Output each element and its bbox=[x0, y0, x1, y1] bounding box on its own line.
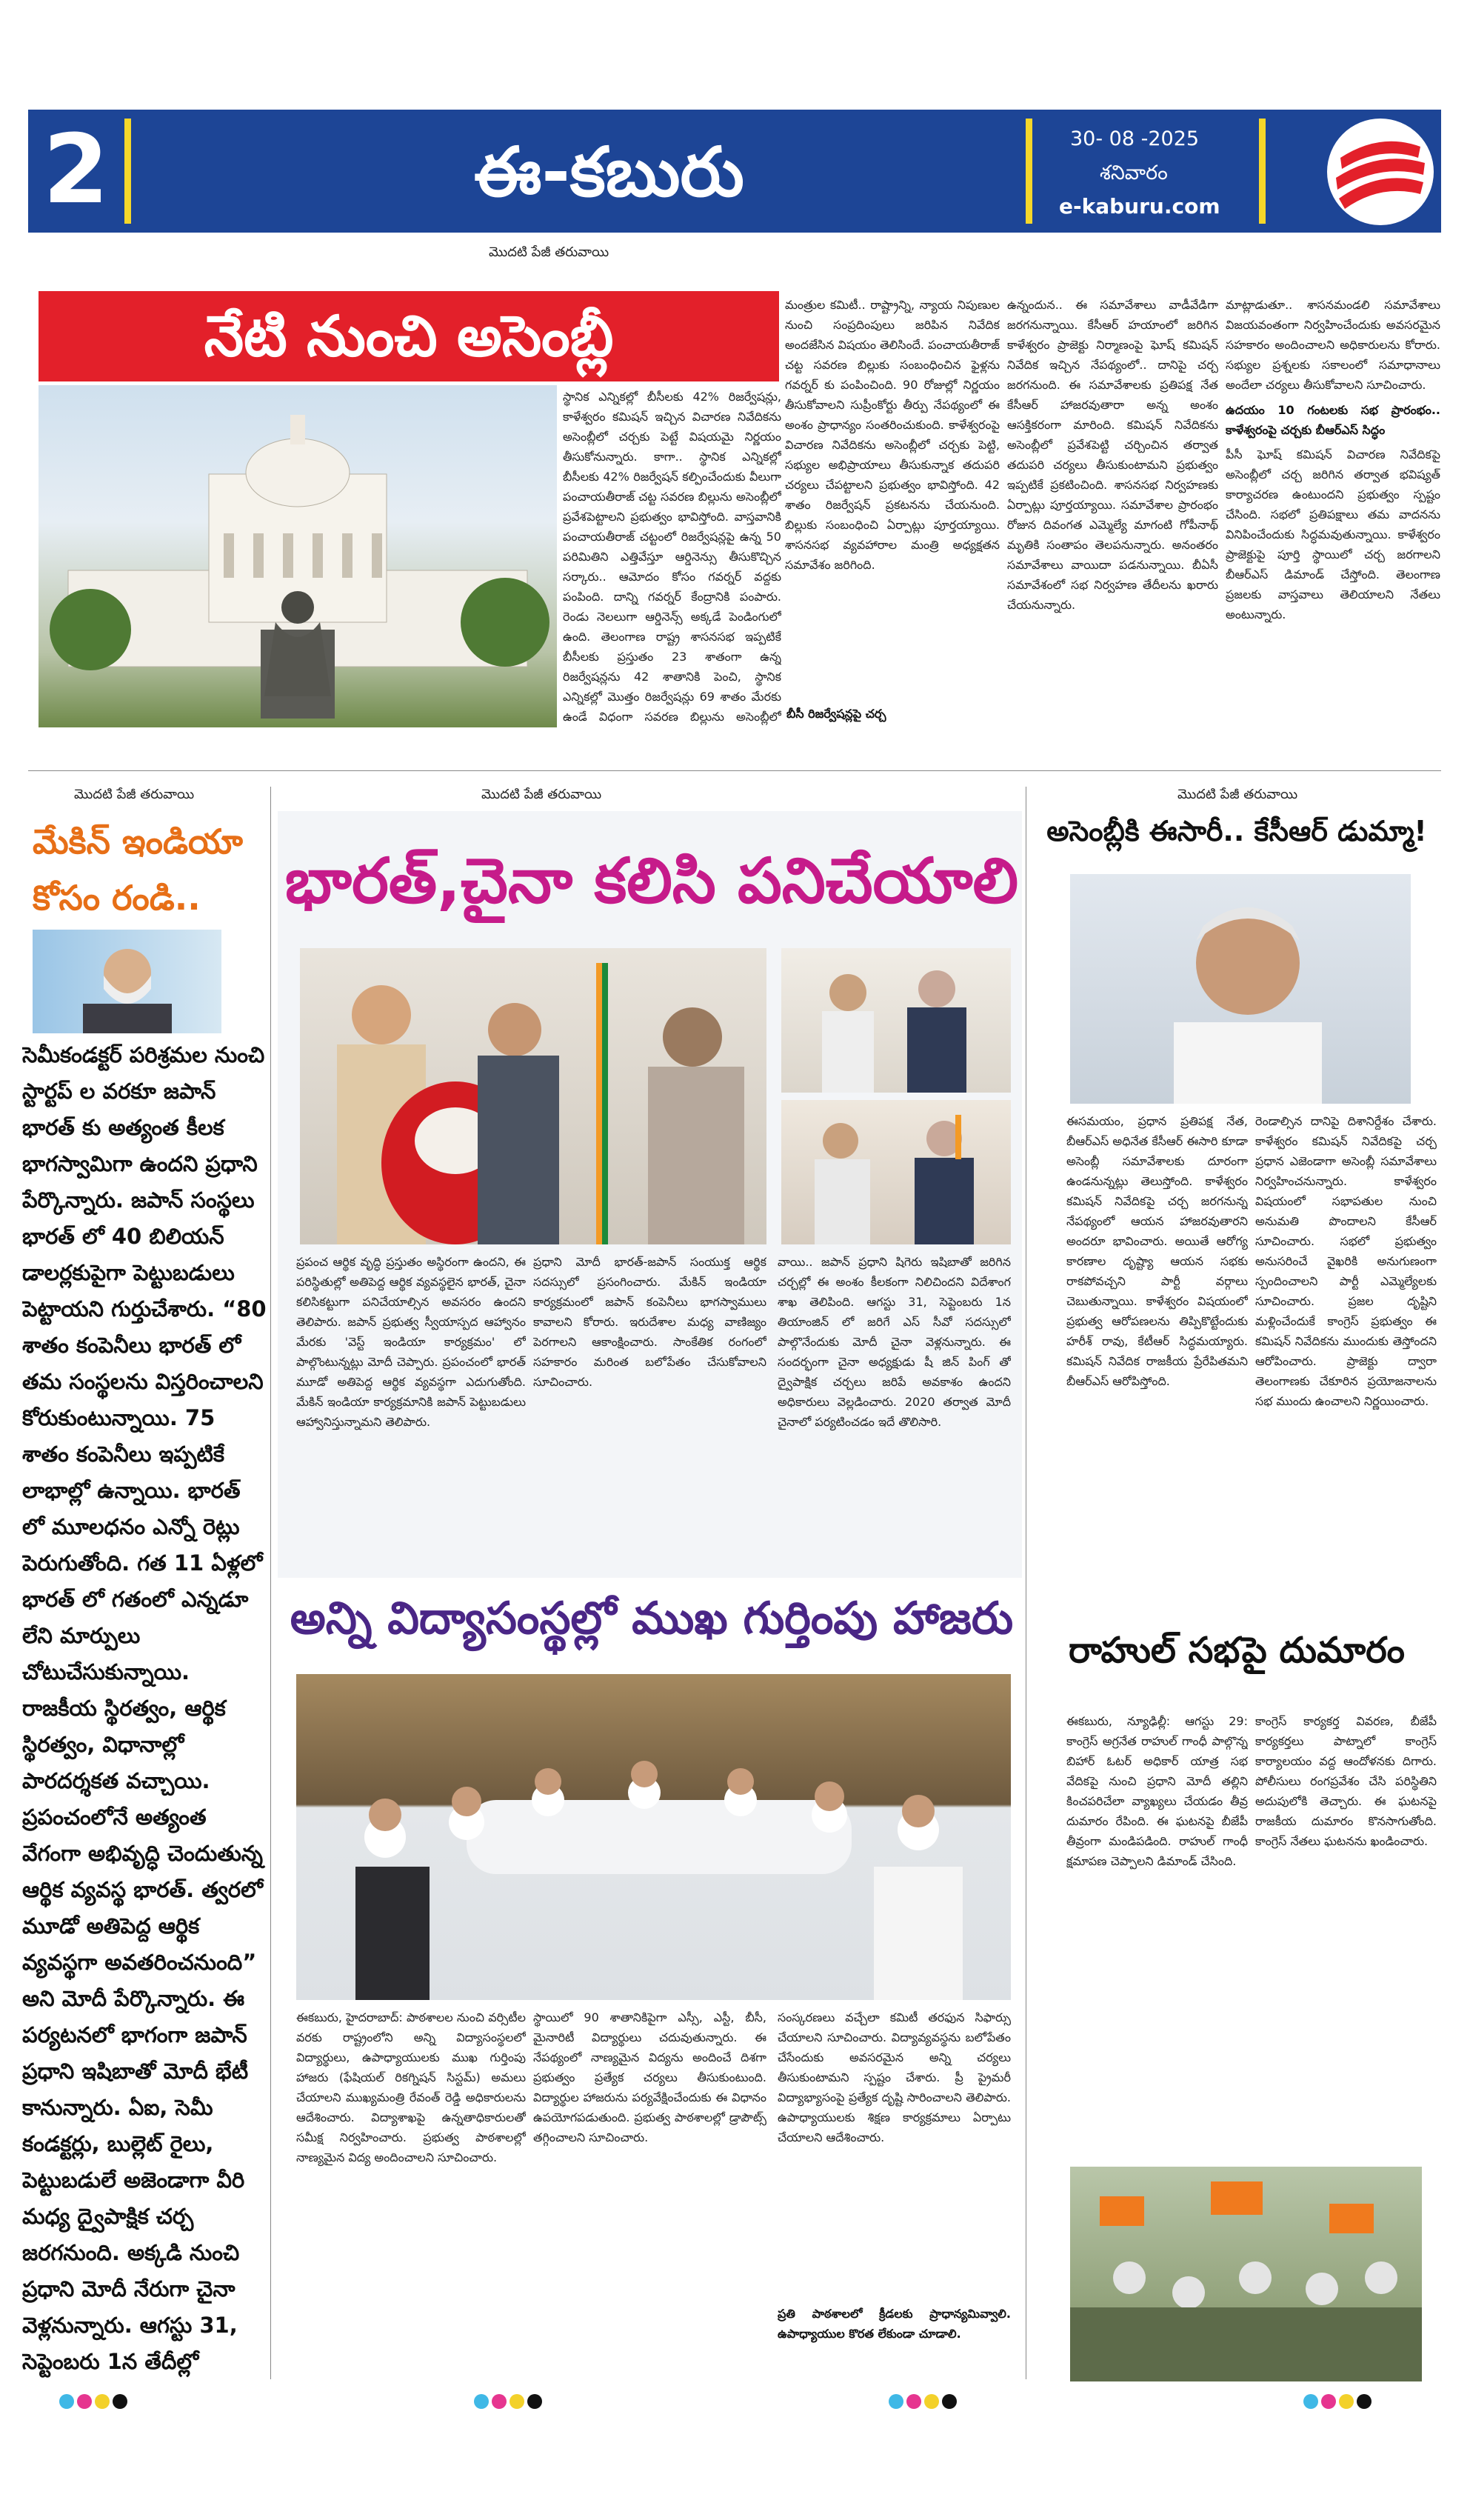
rahul-headline: రాహుల్ సభపై దుమారం bbox=[1069, 1630, 1405, 1671]
issue-day: శనివారం bbox=[1100, 161, 1168, 184]
modi-ishiba-photo-1 bbox=[781, 948, 1011, 1093]
print-registration-marks bbox=[889, 2394, 960, 2412]
assembly-headline-box bbox=[39, 291, 779, 381]
kcr-column-2: రెండాల్సిన దానిపై దిశానిర్దేశం చేశారు. కాళేశ్వరం కమిషన్ నివేదికపై చర్చ ప్రధాన ఎజెండాగా అసెంబ్లీ సమావేశాలు నిర్వహించనున్నారు. కాళేశ్వరం విషయంలో సభాపతుల నుంచి అనుమతి పొందాలని కేసీఆర్ సూచించారు. సభలో ప్రభుత్వం అనుసరించే వైఖరికి అనుగుణంగా స్పందించాలని పార్టీ ఎమ్మెల్యేలకు సూచించారు. ప్రజల దృష్టిని మళ్లించేందుకే కాంగ్రెస్ ప్రభుత్వం ఈ కమిషన్ నివేదికను ముందుకు తెస్తోందని ఆరోపించారు. ప్రాజెక్టు ద్వారా తెలంగాణకు చేకూరిన ప్రయోజనాలను సభ ముందు ఉంచాలని నిర్ణయించారు. bbox=[1255, 1114, 1437, 1408]
modi-daruma-photo bbox=[300, 948, 766, 1244]
section-rule bbox=[28, 770, 1441, 771]
assembly-column-1: స్థానిక ఎన్నికల్లో బీసీలకు 42% రిజర్వేషన్లు, కాళేశ్వరం కమిషన్ ఇచ్చిన విచారణ నివేదికను అసెంబ్లీలో చర్చకు పెట్టే విషయమై నిర్ణయం తీసుకోనున్నారు. కాగా.. స్థానిక ఎన్నికల్లో బీసీలకు 42% రిజర్వేషన్ కల్పించేందుకు వీలుగా పంచాయతీరాజ్ చట్ట సవరణ బిల్లును అసెంబ్లీలో ప్రవేశపెట్టాలని ప్రభుత్వం భావిస్తోంది. వాస్తవానికి పంచాయతీరాజ్ చట్టంలో రిజర్వేషన్లపై ఉన్న 50 పరిమితిని ఎత్తివేస్తూ ఆర్డినెన్సు తీసుకొచ్చిన సర్కారు.. ఆమోదం కోసం గవర్నర్ వద్దకు పంపింది. దాన్ని గవర్నర్ కేంద్రానికి పంపారు. రెండు నెలలుగా ఆర్డినెన్స్ అక్కడే పెండింగులో ఉంది. తెలంగాణ రాష్ట్ర శాసనసభ ఇప్పటికే బీసీలకు ప్రస్తుతం 23 శాతంగా ఉన్న రిజర్వేషన్లను 42 శాతానికి పెంచి, స్థానిక ఎన్నికల్లో మొత్తం రిజర్వేషన్లు 69 శాతం మేరకు ఉండే విధంగా సవరణ బిల్లును అసెంబ్లీలో bbox=[563, 390, 781, 724]
print-registration-marks bbox=[59, 2394, 130, 2412]
column-rule bbox=[270, 787, 271, 2379]
assembly-column-4: మాట్లాడుతూ.. శాసనమండలి సమావేశాలు విజయవంతంగా నిర్వహించేందుకు అవసరమైన సహకారం అందించాలని అధికారులను కోరారు. సభ్యుల ప్రశ్నలకు సకాలంలో సమాధానాలు అందేలా చర్యలు తీసుకోవాలని సూచించారు. bbox=[1226, 298, 1440, 392]
newspaper-brand: ఈ-కబురు bbox=[474, 133, 744, 212]
india-china-headline: భారత్,చైనా కలిసి పనిచేయాలి bbox=[284, 844, 1019, 917]
continued-label: మొదటి పేజీ తరువాయి bbox=[481, 787, 602, 802]
protest-crowd-photo bbox=[1070, 2167, 1422, 2381]
continued-label: మొదటి పేజీ తరువాయి bbox=[1177, 787, 1298, 802]
kcr-headline: అసెంబ్లీకి ఈసారీ.. కేసీఆర్ డుమ్మా! bbox=[1046, 815, 1427, 847]
kcr-column-1: ఈసమయం, ప్రధాన ప్రతిపక్ష నేత, బీఆర్ఎస్ అధినేత కేసీఆర్ ఈసారి కూడా అసెంబ్లీ సమావేశాలకు దూరంగా ఉండనున్నట్లు తెలుస్తోంది. కాళేశ్వరం కమిషన్ నివేదికపై చర్చ జరగనున్న నేపథ్యంలో ఆయన హాజరవుతారని అందరూ భావించారు. అయితే ఆరోగ్య కారణాల దృష్ట్యా ఆయన సభకు రాకపోవచ్చని పార్టీ వర్గాలు చెబుతున్నాయి. కాళేశ్వరం విషయంలో ప్రభుత్వ ఆరోపణలను తిప్పికొట్టేందుకు హరీశ్ రావు, కేటీఆర్ సిద్ధమయ్యారు. కమిషన్ నివేదిక రాజకీయ ప్రేరేపితమని బీఆర్ఎస్ ఆరోపిస్తోంది. bbox=[1066, 1114, 1248, 1388]
education-column-1: ఈకబురు, హైదరాబాద్: పాఠశాలల నుంచి వర్సిటీల వరకు రాష్ట్రంలోని అన్ని విద్యాసంస్థలలో విద్యార్థులు, ఉపాధ్యాయులకు ముఖ గుర్తింపు హాజరు (ఫేషియల్ రికగ్నిషన్ సిస్టమ్) అమలు చేయాలని ముఖ్యమంత్రి రేవంత్ రెడ్డి అధికారులను ఆదేశించారు. విద్యాశాఖపై ఉన్నతాధికారులతో సమీక్ష నిర్వహించారు. ప్రభుత్వ పాఠశాలల్లో నాణ్యమైన విద్య అందించాలని సూచించారు. bbox=[296, 2010, 526, 2164]
print-registration-marks bbox=[1303, 2394, 1374, 2412]
assembly-building-photo bbox=[39, 385, 557, 727]
page-number: 2 bbox=[43, 115, 110, 225]
kcr-portrait-photo bbox=[1070, 874, 1411, 1104]
assembly-column-2: మంత్రుల కమిటీ.. రాష్ట్రాన్ని, న్యాయ నిపుణుల నుంచి సంప్రదింపులు జరిపిన నివేదిక అందజేసిన విషయం తెలిసిందే. పంచాయతీరాజ్ చట్ట సవరణ బిల్లుకు సంబంధించిన ఫైళ్లను గవర్నర్ కు పంపించింది. 90 రోజుల్లో నిర్ణయం తీసుకోవాలని సుప్రీంకోర్టు తీర్పు నేపథ్యంలో ఈ అంశం ప్రాధాన్యం సంతరించుకుంది. కాళేశ్వరంపై విచారణ నివేదికను అసెంబ్లీలో చర్చకు పెట్టి, సభ్యుల అభిప్రాయాలు తీసుకున్నాక తదుపరి చర్యలు చేపట్టాలని ప్రభుత్వం భావిస్తోంది. 42 శాతం రిజర్వేషన్ ప్రకటనను చేయనుంది. బిల్లుకు సంబంధించి ఏర్పాట్లు పూర్తయ్యాయి. శాసనసభ వ్యవహారాల మంత్రి అధ్యక్షతన సమావేశం జరిగింది. bbox=[785, 298, 1000, 572]
print-registration-marks bbox=[474, 2394, 545, 2412]
assembly-column-5: పీసీ ఘోష్ కమిషన్ విచారణ నివేదికపై అసెంబ్లీలో చర్చ జరిగిన తర్వాత భవిష్యత్ కార్యాచరణ ఉంటుందని ప్రభుత్వం స్పష్టం చేసింది. సభలో ప్రతిపక్షాలు తమ వాదనను వినిపించేందుకు సిద్ధమవుతున్నాయి. కాళేశ్వరం ప్రాజెక్టుపై పూర్తి స్థాయిలో చర్చ జరగాలని బీఆర్ఎస్ డిమాండ్ చేస్తోంది. తెలంగాణ ప్రజలకు వాస్తవాలు తెలియాలని నేతలు అంటున్నారు. bbox=[1226, 447, 1440, 621]
education-column-2: స్థాయిలో 90 శాతానికిపైగా ఎస్సీ, ఎస్టీ, బీసీ, మైనారిటీ విద్యార్థులు చదువుతున్నారు. ఈ నేపథ్యంలో నాణ్యమైన విద్యను అందించే దిశగా ప్రభుత్వం ప్రత్యేక చర్యలు తీసుకుంటుంది. విద్యార్థుల హాజరును పర్యవేక్షించేందుకు ఈ విధానం ఉపయోగపడుతుంది. ప్రభుత్వ పాఠశాలల్లో డ్రాపౌట్స్ తగ్గించాలని సూచించారు. bbox=[533, 2010, 766, 2144]
india-china-column-1: ప్రపంచ ఆర్థిక వృద్ధి ప్రస్తుతం అస్థిరంగా ఉందని, ఈ పరిస్థితుల్లో అతిపెద్ద ఆర్థిక వ్యవస్థలైన భారత్, చైనా కలిసికట్టుగా పనిచేయాల్సిన అవసరం ఉందని తెలిపారు. జపాన్ ప్రభుత్వ స్వీయాస్పద ఆహ్వానం మేరకు 'వెస్ట్ ఇండియా కార్యక్రమం' లో పాల్గొంటున్నట్లు మోదీ చెప్పారు. ప్రపంచంలో భారత్ మూడో అతిపెద్ద ఆర్థిక వ్యవస్థగా ఎదుగుతోంది. మేకిన్ ఇండియా కార్యక్రమానికి జపాన్ పెట్టుబడులు ఆహ్వానిస్తున్నామని తెలిపారు. bbox=[296, 1255, 526, 1429]
website-link[interactable]: e-kaburu.com bbox=[1059, 194, 1220, 219]
masthead-divider bbox=[124, 119, 131, 224]
masthead-divider bbox=[1259, 119, 1266, 224]
assembly-column-3: ఉన్నందున.. ఈ సమావేశాలు వాడీవేడిగా జరగనున్నాయి. కేసీఆర్ హయాంలో జరిగిన కాళేశ్వరం ప్రాజెక్టు నిర్మాణంపై ఘోష్ కమిషన్ నివేదిక ఇచ్చిన నేపథ్యంలో.. దానిపై చర్చ జరగనుంది. ఈ సమావేశాలకు ప్రతిపక్ష నేత కేసీఆర్ హాజరవుతారా అన్న అంశం ఆసక్తికరంగా మారింది. కమిషన్ నివేదికను అసెంబ్లీలో ప్రవేశపెట్టి చర్చించిన తర్వాత తదుపరి చర్యలు తీసుకుంటామని ప్రభుత్వం ఇప్పటికే ప్రకటించింది. శాసనసభ నిర్వహణకు ఏర్పాట్లు పూర్తయ్యాయి. సమావేశాల ప్రారంభం రోజున దివంగత ఎమ్మెల్యే మాగంటి గోపీనాథ్ మృతికి సంతాపం తెలపనున్నారు. అనంతరం సమావేశాలు వాయిదా పడనున్నాయి. బీఏసీ సమావేశంలో సభ నిర్వహణ తేదీలను ఖరారు చేయనున్నారు. bbox=[1007, 298, 1218, 612]
education-meeting-photo bbox=[296, 1674, 1011, 2000]
brand-logo-icon bbox=[1326, 117, 1435, 227]
india-china-column-2: ప్రధాని మోదీ భారత్-జపాన్ సంయుక్త ఆర్థిక సదస్సులో ప్రసంగించారు. మేకిన్ ఇండియా కార్యక్రమంలో జపాన్ కంపెనీలు భాగస్వాములు కావాలని కోరారు. ఇరుదేశాల మధ్య వాణిజ్యం పెరగాలని ఆకాంక్షించారు. సాంకేతిక రంగంలో సహకారం మరింత బలోపేతం చేసుకోవాలని సూచించారు. bbox=[533, 1255, 766, 1389]
india-china-column-3: వాయి.. జపాన్ ప్రధాని షిగెరు ఇషిబాతో జరిగిన చర్చల్లో ఈ అంశం కీలకంగా నిలిచిందని విదేశాంగ శాఖ తెలిపింది. ఆగస్టు 31, సెప్టెంబరు 1న తియాంజిన్ లో జరిగే ఎస్ సీవో సదస్సులో పాల్గొనేందుకు మోదీ చైనా వెళ్లనున్నారు. ఈ సందర్భంగా చైనా అధ్యక్షుడు షీ జిన్ పింగ్ తో ద్వైపాక్షిక చర్చలు జరిపే అవకాశం ఉందని అధికారులు వెల్లడించారు. 2020 తర్వాత మోదీ చైనాలో పర్యటించడం ఇదే తొలిసారి. bbox=[778, 1255, 1011, 1429]
modi-portrait-photo bbox=[33, 930, 221, 1033]
masthead-divider bbox=[1026, 119, 1032, 224]
rahul-column-1: ఈకబురు, న్యూఢిల్లీ: ఆగస్టు 29: కాంగ్రెస్ అగ్రనేత రాహుల్ గాంధీ పాల్గొన్న బిహార్ ఓటర్ అధికార్ యాత్ర సభ వేదికపై నుంచి ప్రధాని మోదీ తల్లిని కించపరిచేలా వ్యాఖ్యలు చేయడం తీవ్ర దుమారం రేపింది. ఈ ఘటనపై బీజేపీ తీవ్రంగా మండిపడింది. రాహుల్ గాంధీ క్షమాపణ చెప్పాలని డిమాండ్ చేసింది. bbox=[1066, 1714, 1248, 1868]
modi-ishiba-photo-2 bbox=[781, 1100, 1011, 1244]
rahul-column-2: కాంగ్రెస్ కార్యకర్త వివరణ, బీజేపీ కార్యకర్తలు పాట్నాలో కాంగ్రెస్ కార్యాలయం వద్ద ఆందోళనకు దిగారు. పోలీసులు రంగప్రవేశం చేసి పరిస్థితిని అదుపులోకి తెచ్చారు. ఈ ఘటనపై రాజకీయ దుమారం కొనసాగుతోంది. కాంగ్రెస్ నేతలు ఘటనను ఖండించారు. bbox=[1255, 1714, 1437, 1848]
issue-date: 30- 08 -2025 bbox=[1070, 127, 1200, 150]
education-column-3: సంస్కరణలు వచ్చేలా కమిటీ తరఫున సిఫార్సు చేయాలని సూచించారు. విద్యావ్యవస్థను బలోపేతం చేసేందుకు అవసరమైన అన్ని చర్యలు తీసుకుంటామని స్పష్టం చేశారు. ప్రీ ప్రైమరీ విద్యాభ్యాసంపై ప్రత్యేక దృష్టి సారించాలని తెలిపారు. ఉపాధ్యాయులకు శిక్షణ కార్యక్రమాలు ఏర్పాటు చేయాలని ఆదేశించారు. bbox=[778, 2010, 1011, 2144]
assembly-headline: నేటి నుంచి అసెంబ్లీ bbox=[204, 303, 614, 369]
assembly-subhead: బీసీ రిజర్వేషన్లపై చర్చ bbox=[786, 707, 886, 721]
continued-label: మొదటి పేజీ తరువాయి bbox=[489, 244, 609, 260]
continued-label: మొదటి పేజీ తరువాయి bbox=[74, 787, 195, 802]
education-subhead: ప్రతి పాఠశాలలో క్రీడలకు ప్రాధాన్యమివ్వాలి. ఉపాధ్యాయుల కొరత లేకుండా చూడాలి. bbox=[778, 2307, 1011, 2341]
make-in-india-body: సెమీకండక్టర్ పరిశ్రమల నుంచి స్టార్టప్ ల వరకూ జపాన్ భారత్ కు అత్యంత కీలక భాగస్వామిగా ఉందని ప్రధాని పేర్కొన్నారు. జపాన్ సంస్థలు భారత్ లో 40 బిలియన్ డాలర్లకుపైగా పెట్టుబడులు పెట్టాయని గుర్తుచేశారు. “80 శాతం కంపెనీలు భారత్ లో తమ సంస్థలను విస్తరించాలని కోరుకుంటున్నాయి. 75 శాతం కంపెనీలు ఇప్పటికే లాభాల్లో ఉన్నాయి. భారత్ లో మూలధనం ఎన్నో రెట్లు పెరుగుతోంది. గత 11 ఏళ్లలో భారత్ లో గతంలో ఎన్నడూ లేని మార్పులు చోటుచేసుకున్నాయి. రాజకీయ స్థిరత్వం, ఆర్థిక స్థిరత్వం, విధానాల్లో పారదర్శకత వచ్చాయి. ప్రపంచంలోనే అత్యంత వేగంగా అభివృద్ధి చెందుతున్న ఆర్థిక వ్యవస్థ భారత్. త్వరలో మూడో అతిపెద్ద ఆర్థిక వ్యవస్థగా అవతరించనుంది” అని మోదీ పేర్కొన్నారు. ఈ పర్యటనలో భాగంగా జపాన్ ప్రధాని ఇషిబాతో మోదీ భేటీ కానున్నారు. ఏఐ, సెమీ కండక్టర్లు, బుల్లెట్ రైలు, పెట్టుబడులే అజెండాగా వీరి మధ్య ద్వైపాక్షిక చర్చ జరగనుంది. అక్కడి నుంచి ప్రధాని మోదీ నేరుగా చైనా వెళ్లనున్నారు. ఆగస్టు 31, సెప్టెంబరు 1న తేదీల్లో bbox=[22, 1042, 267, 2374]
make-in-india-headline: మేకిన్ ఇండియా కోసం రండి.. bbox=[33, 821, 243, 918]
education-headline: అన్ని విద్యాసంస్థల్లో ముఖ గుర్తింపు హాజరు bbox=[290, 1593, 1014, 1644]
assembly-subhead-2: ఉదయం 10 గంటలకు సభ ప్రారంభం.. కాళేశ్వరంపై చర్చకు బీఆర్ఎస్ సిద్ధం bbox=[1226, 403, 1440, 437]
